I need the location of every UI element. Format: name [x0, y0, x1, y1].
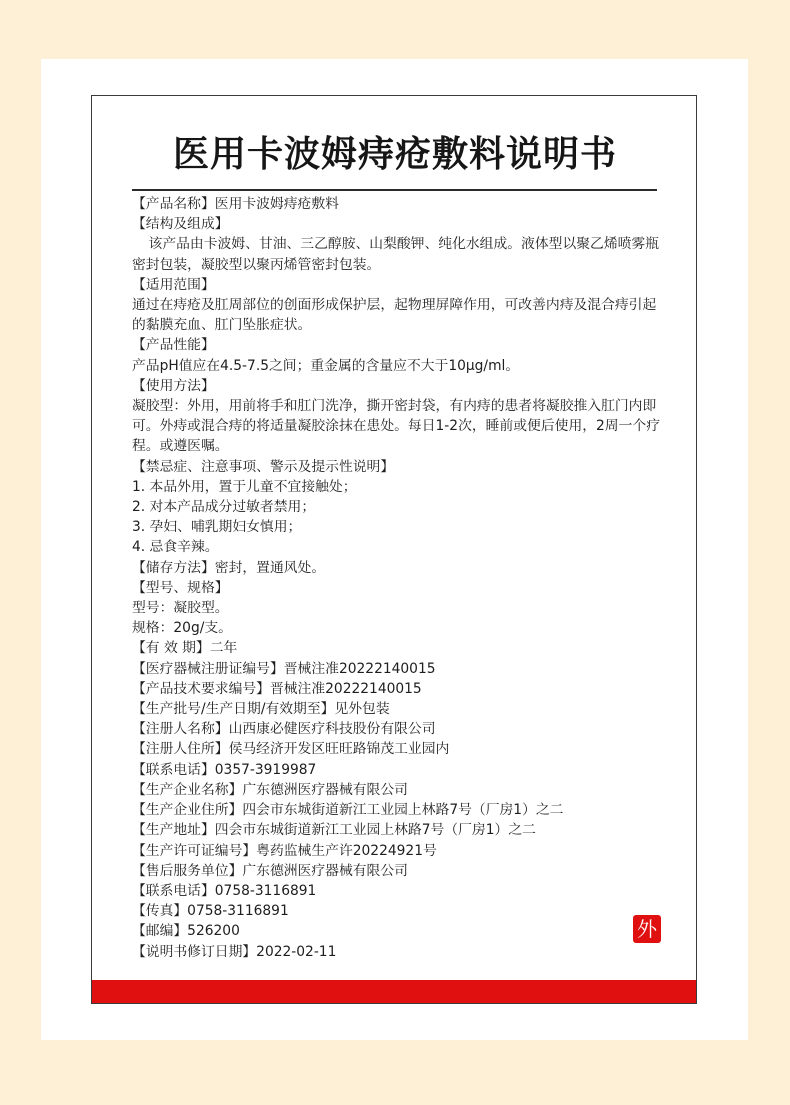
storage-line: 【储存方法】密封，置通风处。 [132, 559, 326, 576]
revision-date-line: 【说明书修订日期】2022-02-11 [132, 943, 337, 960]
warning-item: 2. 对本产品成分过敏者禁用； [132, 499, 316, 516]
registrant-phone-line: 【联系电话】0357-3919987 [132, 761, 317, 778]
product-name-line: 【产品名称】医用卡波姆痔疮敷料 [132, 196, 339, 212]
production-address-line: 【生产地址】四会市东城街道新江工业园上林路7号（厂房1）之二 [132, 822, 536, 839]
model-line: 型号：凝胶型。 [132, 600, 229, 617]
manufacturer-phone-line: 【联系电话】0758-3116891 [132, 882, 317, 899]
title-divider [132, 189, 657, 191]
registrant-address-line: 【注册人住所】侯马经济开发区旺旺路锦茂工业园内 [132, 741, 450, 758]
postcode-line: 【邮编】526200 [132, 923, 240, 940]
model-header: 【型号、规格】 [132, 579, 229, 596]
warnings-header: 【禁忌症、注意事项、警示及提示性说明】 [132, 458, 395, 475]
production-license-line: 【生产许可证编号】粤药监械生产许20224921号 [132, 842, 437, 859]
scope-header: 【适用范围】 [132, 276, 215, 293]
manufacturer-name-line: 【生产企业名称】广东德洲医疗器械有限公司 [132, 781, 408, 798]
usage-header: 【使用方法】 [132, 377, 215, 394]
red-footer-band [92, 980, 696, 1003]
batch-dates-line: 【生产批号/生产日期/有效期至】见外包装 [132, 701, 390, 718]
page-title: 医用卡波姆痔疮敷料说明书 [172, 134, 617, 175]
warning-item: 4. 忌食辛辣。 [132, 539, 219, 556]
external-use-badge: 外 [633, 915, 661, 943]
leaflet-content [132, 194, 662, 962]
scope-body: 通过在痔疮及肛周部位的创面形成保护层，起物理屏障作用，可改善内痔及混合痔引起的黏膜充血、肛门坠胀症状。 [132, 297, 657, 334]
performance-body: 产品pH值应在4.5-7.5之间；重金属的含量应不大于10µg/ml。 [132, 357, 520, 374]
manufacturer-address-line: 【生产企业住所】四会市东城街道新江工业园上林路7号（厂房1）之二 [132, 802, 564, 819]
tech-requirements-line: 【产品技术要求编号】晋械注准20222140015 [132, 680, 422, 697]
after-sales-line: 【售后服务单位】广东德洲医疗器械有限公司 [132, 862, 408, 879]
registration-number-line: 【医疗器械注册证编号】晋械注准20222140015 [132, 660, 436, 677]
structure-body: 该产品由卡波姆、甘油、三乙醇胺、山梨酸钾、纯化水组成。液体型以聚乙烯喷雾瓶密封包装，凝胶型以聚丙烯管密封包装。 [132, 236, 660, 273]
usage-body: 凝胶型：外用，用前将手和肛门洗净，撕开密封袋，有内痔的患者将凝胶推入肛门内即可。外痔或混合痔的将适量凝胶涂抹在患处。每日1-2次，睡前或便后使用，2周一个疗程。或遵医嘱。 [132, 398, 660, 455]
registrant-name-line: 【注册人名称】山西康必健医疗科技股份有限公司 [132, 721, 436, 738]
fax-line: 【传真】0758-3116891 [132, 903, 289, 920]
structure-header: 【结构及组成】 [132, 216, 229, 233]
spec-line: 规格：20g/支。 [132, 620, 232, 637]
validity-line: 【有 效 期】二年 [132, 640, 238, 657]
warning-item: 1. 本品外用，置于儿童不宜接触处； [132, 478, 357, 495]
performance-header: 【产品性能】 [132, 337, 215, 354]
warning-item: 3. 孕妇、哺乳期妇女慎用； [132, 519, 302, 536]
